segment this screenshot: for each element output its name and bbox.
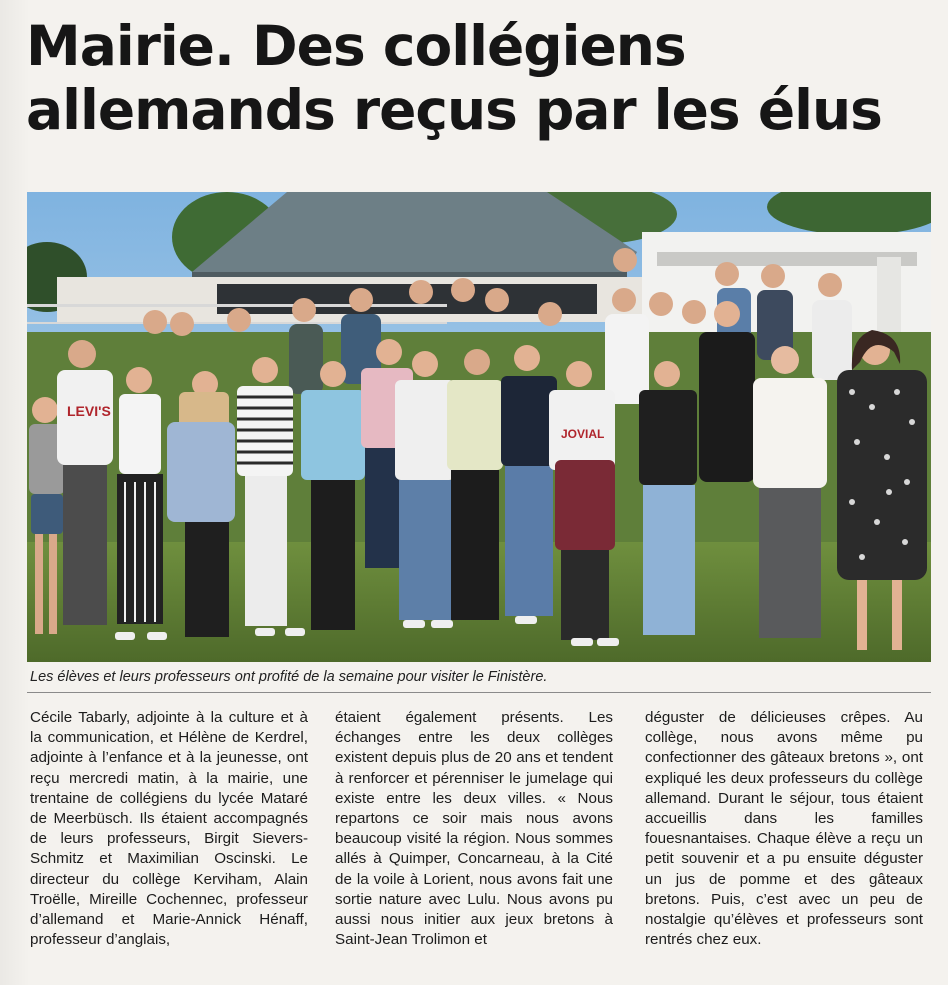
photo-caption: Les élèves et leurs professeurs ont profité de la semaine pour visiter le Finistère. — [30, 669, 548, 685]
article-paragraph-2: étaient également présents. Les échanges entre les deux collèges existent depuis plus de 20 ans et tendent à renforcer et pérenniser le jumelage qui existe entre les deux villes. « Nous repartons ce soir mais nous avons beaucoup visité la région. Nous sommes allés à Quimper, Concarneau, à la Cité de la voile à Lorient, nous avons fait une sortie nature avec Lulu. Nous avons pu aussi nous initier aux jeux bretons à Saint-Jean Trolimon et — [335, 709, 613, 949]
article-headline: Mairie. Des collégiens allemands reçus par les élus — [26, 14, 882, 142]
shirt-text-jovial: JOVIAL — [561, 427, 605, 441]
article-column-3 — [645, 708, 923, 950]
article-paragraph-3: déguster de délicieuses crêpes. Au collège, nous avons même pu confectionner des gâteaux bretons », ont expliqué les deux professeurs du collège allemand. Durant le séjour, tous étaient accueillis dans les familles fouesnantaises. Chaque élève a reçu un petit souvenir et a pu ensuite déguster un jus de pomme et des gâteaux bretons. Puis, c’est avec un peu de nostalgie qu’élèves et professeurs sont rentrés chez eux. — [645, 709, 923, 949]
article-column-1 — [30, 708, 308, 950]
article-column-2 — [335, 708, 613, 950]
shirt-text-levis: LEVI'S — [67, 403, 111, 419]
caption-divider — [27, 692, 931, 693]
article-paragraph-1: Cécile Tabarly, adjointe à la culture et à la communication, et Hélène de Kerdrel, adjointe à l’enfance et à la jeunesse, ont reçu mercredi matin, à la mairie, une trentaine de collégiens du lycée Mataré de Meerbüsch. Ils étaient accompagnés de leurs professeurs, Birgit Sievers-Schmitz et Maximilian Oscinski. Le directeur du collège Kerviham, Alain Troëlle, Mireille Cochennec, professeur d’allemand et Marie-Annick Hénaff, professeur d’anglais, — [30, 709, 308, 949]
group-photo — [27, 192, 931, 662]
